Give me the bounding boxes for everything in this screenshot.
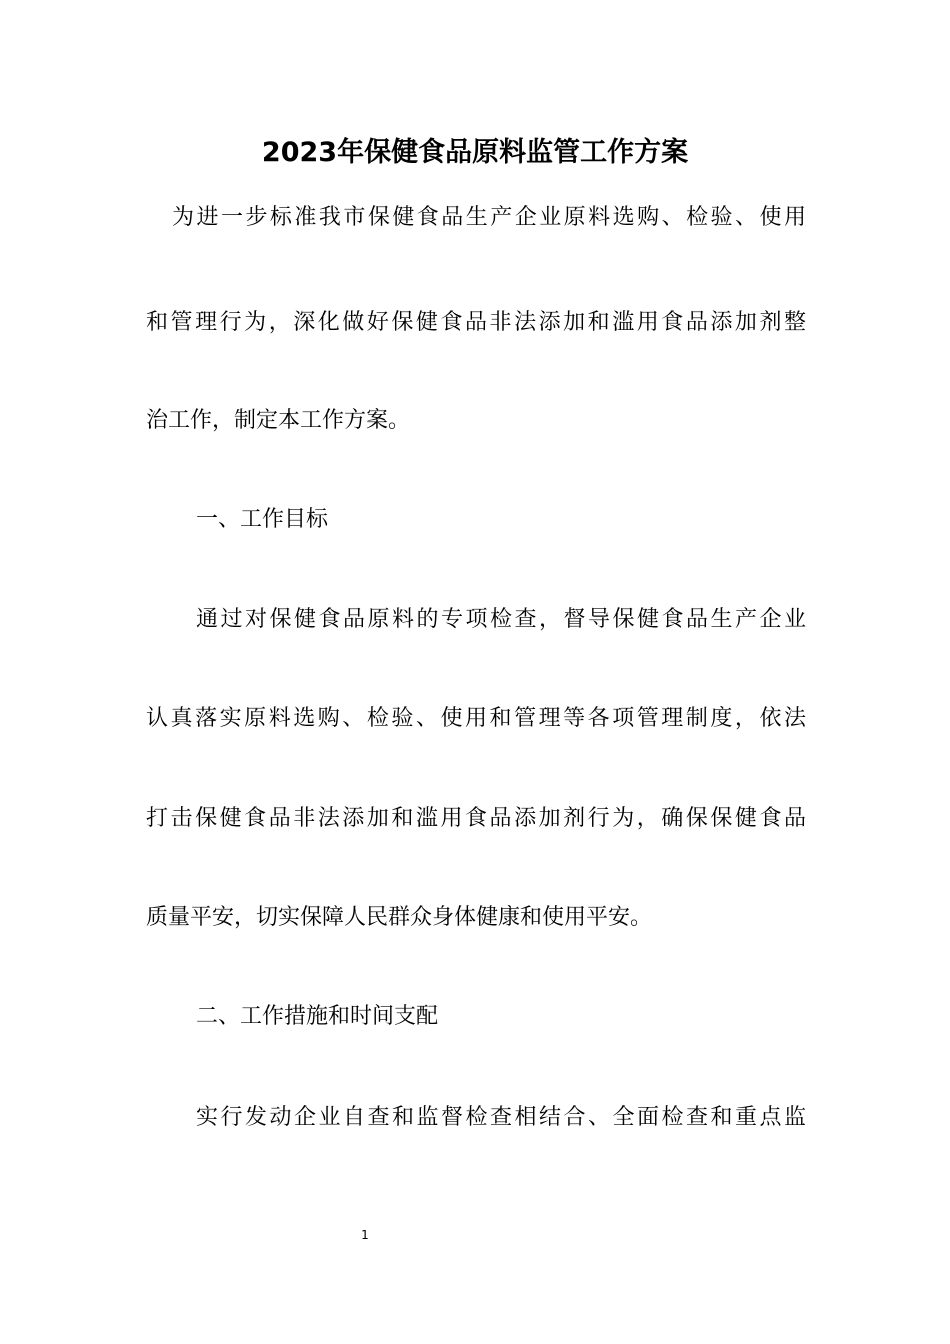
section-heading-measures: 二、工作措施和时间支配 (196, 1004, 439, 1029)
goals-line-4: 质量平安，切实保障人民群众身体健康和使用平安。 (146, 905, 653, 930)
intro-line-1: 为进一步标准我市保健食品生产企业原料选购、检验、使用 (172, 205, 806, 230)
goals-line-2: 认真落实原料选购、检验、使用和管理等各项管理制度，依法 (146, 706, 806, 731)
section-heading-goals: 一、工作目标 (196, 507, 329, 532)
document-title: 2023年保健食品原料监管工作方案 (261, 137, 689, 168)
intro-line-3: 治工作，制定本工作方案。 (146, 408, 411, 433)
goals-line-1: 通过对保健食品原料的专项检查，督导保健食品生产企业 (196, 607, 806, 632)
page-number: 1 (361, 1228, 369, 1242)
measures-line-1: 实行发动企业自查和监督检查相结合、全面检查和重点监 (196, 1105, 806, 1130)
intro-line-2: 和管理行为，深化做好保健食品非法添加和滥用食品添加剂整 (146, 310, 806, 335)
goals-line-3: 打击保健食品非法添加和滥用食品添加剂行为，确保保健食品 (146, 806, 806, 831)
